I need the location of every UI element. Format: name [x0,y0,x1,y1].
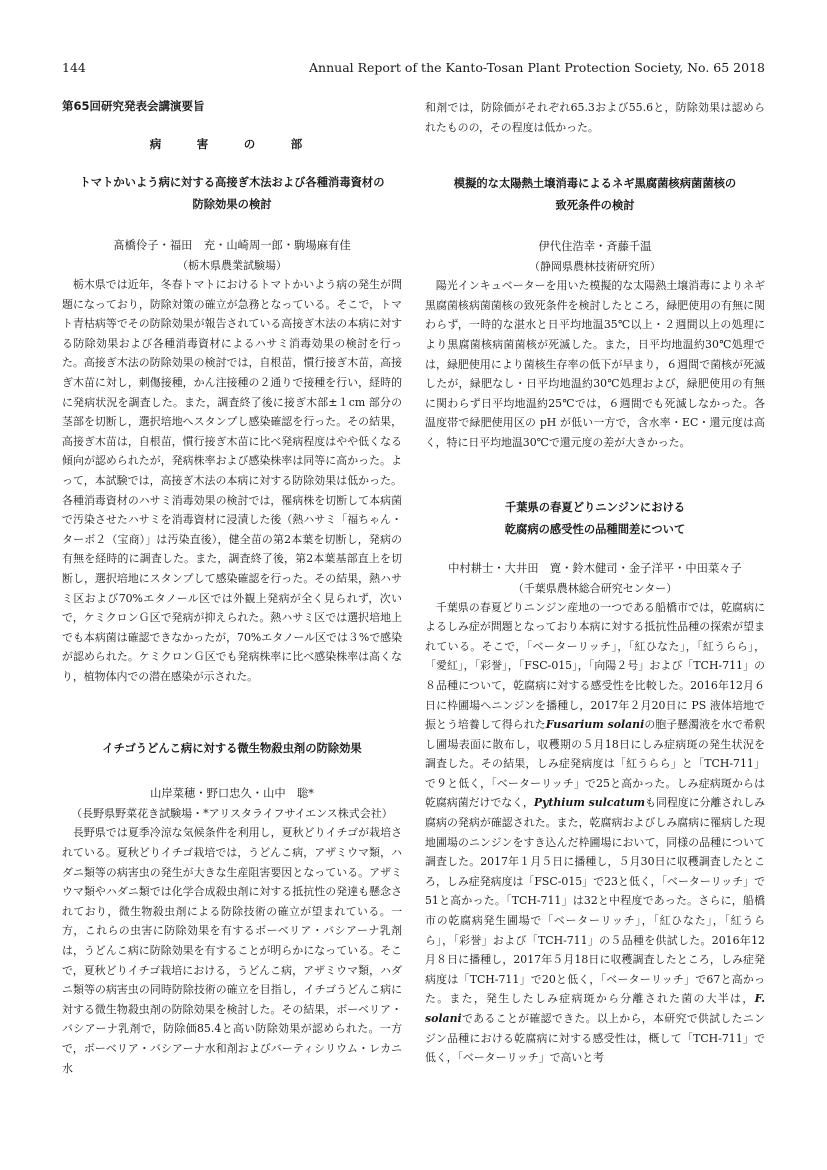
article-1-title-line1: トマトかいよう病に対する高接ぎ木法および各種消毒資材の [79,176,385,189]
article-1-body: 栃木県では近年，冬春トマトにおけるトマトかいよう病の発生が問題になっており，防除対策の確立が急務となっている。そこで，トマト青枯病等でその防除効果が報告されている高接ぎ木法の本病に対する防除効果および各種消毒資材によるハサミ消毒効果の検討を行った。高接ぎ木法の防除効果の検討では，自根苗，慣行接ぎ木苗，高接ぎ木苗に対し，刺傷接種，かん注接種の２通りで接種を行い，経時的に発病状況を調査した。また，調査終了後に接ぎ木部±１cm 部分の茎部を切断し，選択培地へスタンプし感染確認を行った。その結果，高接ぎ木苗は，自根苗，慣行接ぎ木苗に比べ発病程度はやや低くなる傾向が認められたが，発病株率および感染株率は同等に高かった。よって，本試験では，高接ぎ木法の本病に対する防除効果は低かった。各種消毒資材のハサミ消毒効果の検討では，罹病株を切断して本病菌で汚染させたハサミを消毒資材に浸漬した後（熱ハサミ「福ちゃん・ターボ２（宝商）」は汚染直後），健全苗の第2本葉を切断し，発病の有無を経時的に調査した。また，調査終了後，第2本葉基部直上を切断し，選択培地にスタンプして感染確認を行った。その結果，熱ハサミ区および70%エタノール区では外観上発病が全く見られず，次いで，ケミクロンＧ区で発病が抑えられた。熱ハサミ区では選択培地上でも本病菌は確認できなかったが，70%エタノール区では３%で感染が認められた。ケミクロンＧ区でも発病株率に比べ感染株率は高くなり，植物体内での潜在感染が示された。 [62,278,402,683]
article-4-body [425,598,765,1068]
part-label: 病 害 の 部 [149,137,315,151]
article-2-body: 長野県では夏季冷涼な気候条件を利用し，夏秋どりイチゴが栽培されている。夏秋どりイチゴ栽培では，うどんこ病，アザミウマ類，ハダニ類等の病害虫の発生が大きな生産阻害要因となっている。アザミウマ類やハダニ類では化学合成殺虫剤に対する抵抗性の発達も懸念されており，微生物殺虫剤による防除技術の確立が望まれている。一方，これらの虫害に防除効果を有するボーベリア・バシアーナ乳剤は，うどんこ病に防除効果を有することが明らかになっている。そこで，夏秋どりイチゴ栽培における，うどんこ病，アザミウマ類，ハダニ類等の病害虫の同時防除技術の確立を目指し，イチゴうどんこ病に対する微生物殺虫剤の防除効果を検討した。その結果，ボーベリア・バシアーナ乳剤で，防除価85.4と高い防除効果が認められた。一方で，ボーベリア・バシアーナ水和剤およびバーティシリウム・レカニ水 [62,826,402,1075]
article-3-body: 陽光インキュベーターを用いた模擬的な太陽熱土壌消毒によりネギ黒腐菌核病菌菌核の致死条件を検討したところ，緑肥使用の有無に関わらず，一時的な湛水と日平均地温35℃以上・２週間以上の処理により黒腐菌核病菌菌核が死滅した。また，日平均地温約30℃処理では，緑肥使用により菌核生存率の低下が早まり，６週間で菌核が死滅したが，緑肥なし・日平均地温約30℃処理および，緑肥使用の有無に関わらず日平均地温約25℃では，６週間でも死滅しなかった。各温度帯で緑肥使用区の pH が低い一方で，含水率・EC・還元度は高く，特に日平均地温30℃で還元度の差が大きかった。 [425,279,765,449]
article-1-affiliation: （栃木県農業試験場） [177,259,287,272]
article-4-body-part4: であることが確認できた。以上から，本研究で供試したニンジン品種における乾腐病に対する感受性は，概して「TCH-711」で低く，「ベーターリッチ」で高いと考 [425,1012,765,1065]
article-4-authors: 中村耕士・大井田 寛・鈴木健司・金子洋平・中田菜々子 [448,561,742,575]
journal-header: Annual Report of the Kanto-Tosan Plant Protection Society, No. 65 2018 [309,60,765,75]
article-4-species-3: F. solani [425,992,765,1025]
article-4-body-part1: 千葉県の春夏どりニンジン産地の一つである船橋市では，乾腐病によるしみ症が問題となっており本病に対する抵抗性品種の探索が望まれている。そこで，「ベーターリッチ」，「紅ひなた」，「紅うらら」，「愛紅」，「彩誉」，「FSC-015」，「向陽２号」および「TCH-711」の８品種について，乾腐病に対する感受性を比較した。2016年12月６日に枠圃場へニンジンを播種し，2017年２月20日に PS 液体培地で振とう培養して得られた [425,600,765,732]
article-3-title-line2: 致死条件の検討 [555,199,635,213]
article-2-authors: 山岸菜穂・野口忠久・山中 聡* [150,787,314,801]
section-label: 第65回研究発表会講演要旨 [62,99,205,113]
page-number: 144 [62,60,86,75]
article-4 [425,497,765,1068]
article-4-body-part2: の胞子懸濁液を水で希釈し圃場表面に散布し，収穫期の５月18日にしみ症病斑の発生状況を調査した。その結果，しみ症発病度は「紅うらら」と「TCH-711」で９と低く，「ベーターリッチ」で25と高かった。しみ症病斑からは乾腐病菌だけでなく， [425,718,765,810]
article-1 [62,172,402,686]
article-4-body-part3: も同程度に分離されしみ腐病の発病が確認された。また，乾腐病およびしみ腐病に罹病した現地圃場のニンジンをすき込んだ枠圃場において，同様の品種について調査した。2017年１月５日に播種し，５月30日に収穫調査したところ，しみ症発病度は「FSC-015」で23と低く，「ベーターリッチ」で51と高かった。「TCH-711」は32と中程度であった。さらに，船橋市の乾腐病発生圃場で「ベーターリッチ」，「紅ひなた」，「紅うらら」，「彩誉」および「TCH-711」の５品種を供試した。2016年12月８日に播種し，2017年５月18日に収穫調査したところ，しみ症発病度は「TCH-711」で20と低く，「ベーターリッチ」で67と高かった。また，発生したしみ症病斑から分離された菌の大半は， [425,796,765,1006]
article-2-affiliation: （長野県野菜花き試験場・*アリスタライフサイエンス株式会社） [71,807,393,821]
article-3-title-line1: 模擬的な太陽熱土壌消毒によるネギ黒腐菌核病菌菌核の [453,177,737,191]
article-4-title-line2: 乾腐病の感受性の品種間差について [504,522,686,536]
article-4-species-2: Pythium sulcatum [533,796,646,810]
article-4-affiliation: （千葉県農林総合研究センター） [512,581,678,595]
article-4-title-line1: 千葉県の春夏どりニンジンにおける [504,500,686,514]
right-column [425,98,765,1068]
article-1-title-line2: 防除効果の検討 [192,198,272,211]
article-2-continuation: 和剤では，防除価がそれぞれ65.3および55.6と，防除効果は認められたものの，その程度は低かった。 [425,101,765,134]
article-2-title: イチゴうどんこ病に対する微生物殺虫剤の防除効果 [102,742,362,756]
article-3-affiliation: （静岡県農林技術研究所） [529,260,661,274]
article-3 [425,173,765,452]
article-4-species-1: Fusarium solani [545,718,645,732]
article-1-authors: 髙橋伶子・福田 充・山崎周一郎・駒場麻有佳 [113,239,351,252]
left-column [62,98,402,1078]
article-2 [62,738,402,1078]
article-3-authors: 伊代住浩幸・斉藤千温 [538,240,652,254]
